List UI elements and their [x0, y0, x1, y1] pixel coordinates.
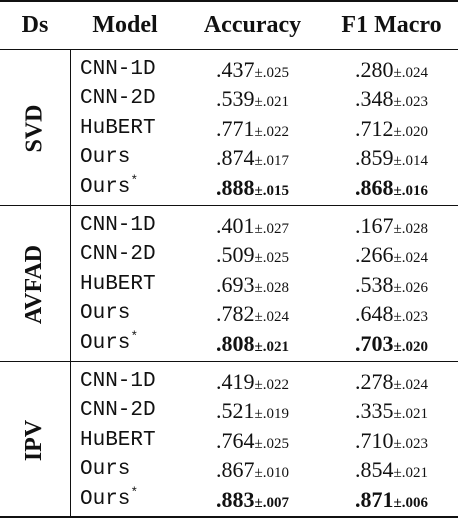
accuracy-value: .401: [216, 213, 255, 238]
table-row: [0, 84, 458, 113]
table-row: [0, 270, 458, 299]
f1-macro-value: .871: [355, 486, 394, 512]
model-label: Ours: [80, 146, 131, 170]
f1-macro-value: .266: [355, 242, 394, 268]
f1-macro-value: .348: [355, 86, 394, 112]
table-row: [0, 329, 458, 358]
f1-macro-std: ±.023: [393, 435, 428, 452]
f1-macro-cell: [325, 211, 458, 240]
model-label: Ours: [80, 331, 131, 355]
model-label: Ours: [80, 487, 131, 511]
table-row: [0, 211, 458, 240]
f1-macro-cell: [325, 299, 458, 328]
accuracy-value: .883: [216, 486, 255, 512]
f1-macro-cell: [325, 396, 458, 425]
accuracy-value: .693: [216, 271, 255, 297]
accuracy-value: .764: [216, 427, 255, 453]
model-label: HuBERT: [80, 428, 156, 452]
f1-macro-value: .712: [355, 115, 394, 141]
accuracy-std: ±.025: [254, 435, 289, 452]
f1-macro-cell: [325, 455, 458, 484]
model-variant-star: *: [130, 484, 139, 500]
model-name: [80, 240, 156, 269]
model-variant-star: *: [130, 172, 139, 188]
model-name: [80, 367, 156, 396]
accuracy-cell: [180, 114, 325, 143]
model-name: [80, 455, 130, 484]
dataset-name: AVFAD: [21, 244, 48, 324]
table-row: [0, 240, 458, 269]
f1-macro-cell: [325, 143, 458, 172]
model-name: [80, 114, 156, 143]
accuracy-cell: [180, 329, 325, 358]
model-label: Ours: [80, 175, 131, 199]
accuracy-std: ±.024: [254, 309, 289, 326]
table-row: [0, 455, 458, 484]
f1-macro-std: ±.006: [393, 494, 428, 511]
model-variant-star: *: [130, 328, 139, 344]
dataset-name: IPV: [21, 419, 48, 461]
table-row: [0, 367, 458, 396]
model-label: CNN-2D: [80, 87, 156, 111]
f1-macro-value: .703: [355, 330, 394, 356]
model-name: [80, 329, 138, 358]
header-model: Model: [92, 12, 158, 38]
accuracy-cell: [180, 143, 325, 172]
f1-macro-value: .859: [355, 145, 394, 171]
model-name: [80, 55, 156, 84]
bottom-rule: [0, 516, 458, 518]
f1-macro-std: ±.014: [393, 153, 428, 170]
accuracy-std: ±.007: [254, 494, 289, 511]
model-name: [80, 485, 138, 514]
f1-macro-value: .538: [355, 271, 394, 297]
table-row: [0, 396, 458, 425]
f1-macro-cell: [325, 55, 458, 84]
accuracy-value: .888: [216, 174, 255, 200]
f1-macro-std: ±.023: [393, 94, 428, 111]
f1-macro-value: .278: [355, 369, 394, 394]
f1-macro-value: .854: [355, 457, 394, 483]
f1-macro-std: ±.021: [393, 406, 428, 423]
table-row: [0, 299, 458, 328]
f1-macro-std: ±.026: [393, 279, 428, 296]
f1-macro-cell: [325, 270, 458, 299]
table-row: [0, 426, 458, 455]
table-row: [0, 55, 458, 84]
accuracy-value: .874: [216, 145, 255, 171]
accuracy-cell: [180, 84, 325, 113]
accuracy-cell: [180, 299, 325, 328]
f1-macro-std: ±.024: [393, 65, 428, 81]
model-name: [80, 270, 156, 299]
f1-macro-cell: [325, 485, 458, 514]
dataset-name: SVD: [21, 103, 48, 153]
f1-macro-cell: [325, 426, 458, 455]
f1-macro-cell: [325, 173, 458, 202]
table-row: [0, 114, 458, 143]
accuracy-value: .782: [216, 301, 255, 327]
f1-macro-std: ±.020: [393, 338, 428, 355]
accuracy-cell: [180, 173, 325, 202]
model-name: [80, 211, 156, 240]
table-row: [0, 485, 458, 514]
accuracy-std: ±.010: [254, 465, 289, 482]
model-label: HuBERT: [80, 272, 156, 296]
model-label: CNN-2D: [80, 243, 156, 267]
accuracy-cell: [180, 367, 325, 396]
model-label: HuBERT: [80, 116, 156, 140]
accuracy-cell: [180, 426, 325, 455]
accuracy-value: .539: [216, 86, 255, 112]
f1-macro-std: ±.028: [393, 221, 428, 237]
accuracy-cell: [180, 396, 325, 425]
accuracy-value: .771: [216, 115, 255, 141]
table-row: [0, 173, 458, 202]
model-label: Ours: [80, 302, 131, 326]
model-label: CNN-1D: [80, 214, 156, 237]
f1-macro-value: .167: [355, 213, 394, 238]
model-name: [80, 396, 156, 425]
f1-macro-cell: [325, 367, 458, 396]
accuracy-std: ±.028: [254, 279, 289, 296]
accuracy-std: ±.015: [254, 182, 289, 199]
accuracy-value: .867: [216, 457, 255, 483]
accuracy-value: .509: [216, 242, 255, 268]
accuracy-cell: [180, 485, 325, 514]
model-label: Ours: [80, 458, 131, 482]
accuracy-std: ±.027: [254, 221, 289, 237]
table-row: [0, 143, 458, 172]
f1-macro-cell: [325, 329, 458, 358]
f1-macro-std: ±.023: [393, 309, 428, 326]
model-name: [80, 84, 156, 113]
model-label: CNN-1D: [80, 58, 156, 81]
accuracy-std: ±.019: [254, 406, 289, 423]
f1-macro-std: ±.020: [393, 123, 428, 140]
accuracy-value: .437: [216, 57, 255, 82]
accuracy-cell: [180, 455, 325, 484]
f1-macro-cell: [325, 114, 458, 143]
f1-macro-value: .648: [355, 301, 394, 327]
accuracy-std: ±.021: [254, 94, 289, 111]
header-accuracy: Accuracy: [203, 12, 302, 38]
model-name: [80, 299, 130, 328]
f1-macro-value: .335: [355, 398, 394, 424]
model-label: CNN-1D: [80, 370, 156, 393]
accuracy-value: .808: [216, 330, 255, 356]
f1-macro-value: .710: [355, 427, 394, 453]
model-label: CNN-2D: [80, 399, 156, 423]
model-name: [80, 143, 130, 172]
f1-macro-value: .868: [355, 174, 394, 200]
accuracy-std: ±.017: [254, 153, 289, 170]
f1-macro-cell: [325, 84, 458, 113]
accuracy-std: ±.022: [254, 123, 289, 140]
accuracy-cell: [180, 240, 325, 269]
header-ds: Ds: [21, 12, 49, 38]
f1-macro-cell: [325, 240, 458, 269]
model-name: [80, 173, 138, 202]
f1-macro-std: ±.024: [393, 377, 428, 393]
f1-macro-value: .280: [355, 57, 394, 82]
accuracy-value: .521: [216, 398, 255, 424]
accuracy-std: ±.021: [254, 338, 289, 355]
f1-macro-std: ±.024: [393, 250, 428, 267]
model-name: [80, 426, 156, 455]
f1-macro-std: ±.021: [393, 465, 428, 482]
accuracy-cell: [180, 55, 325, 84]
accuracy-std: ±.022: [254, 377, 289, 393]
accuracy-cell: [180, 211, 325, 240]
accuracy-cell: [180, 270, 325, 299]
f1-macro-std: ±.016: [393, 182, 428, 199]
accuracy-std: ±.025: [254, 250, 289, 267]
header-f1-macro: F1 Macro: [341, 12, 442, 38]
accuracy-std: ±.025: [254, 65, 289, 81]
accuracy-value: .419: [216, 369, 255, 394]
